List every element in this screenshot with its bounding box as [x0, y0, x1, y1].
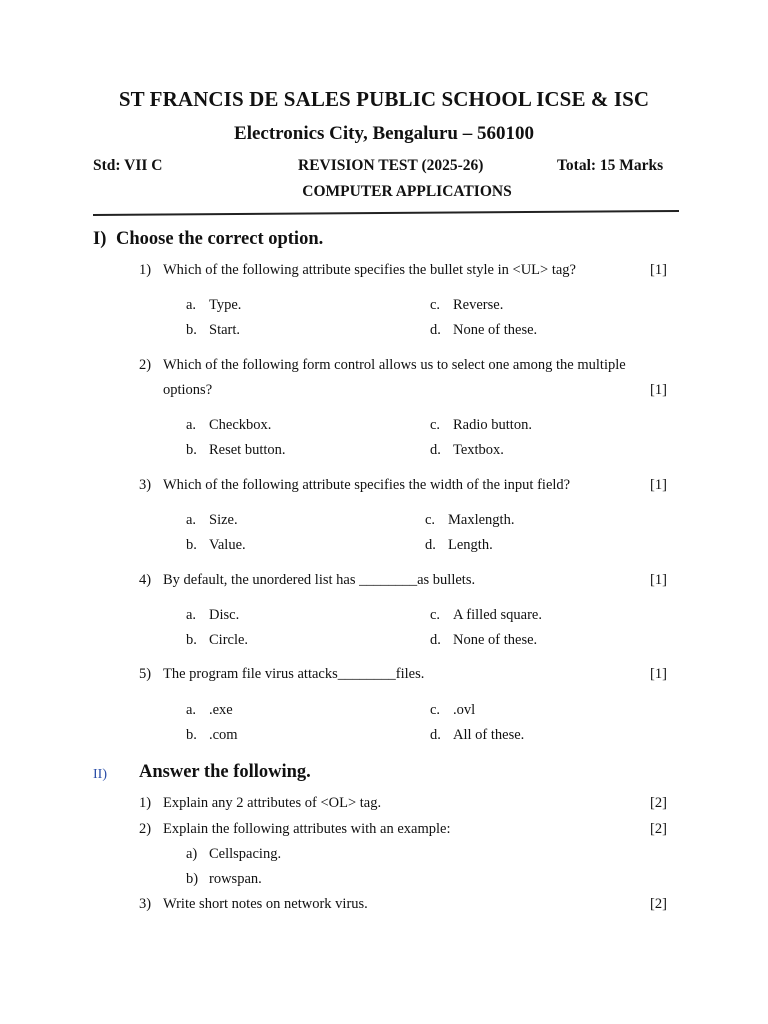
question-text: Explain the following attributes with an example:: [163, 821, 451, 837]
option-letter: c.: [430, 417, 441, 433]
question-text: Explain any 2 attributes of <OL> tag.: [163, 795, 382, 811]
option-letter: b.: [186, 727, 197, 743]
subitem-text: rowspan.: [209, 871, 262, 887]
question-text: Write short notes on network virus.: [163, 896, 368, 912]
question-text: Which of the following attribute specifies the width of the input field?: [163, 477, 571, 493]
option-letter: b.: [186, 322, 197, 338]
option-letter: b.: [186, 632, 197, 648]
question-marks: [1]: [650, 382, 667, 398]
option-letter: a.: [186, 417, 197, 433]
school-address: Electronics City, Bengaluru – 560100: [234, 123, 534, 144]
option-text: Checkbox.: [209, 417, 272, 433]
option-text: Textbox.: [453, 442, 504, 458]
option-letter: c.: [430, 702, 441, 718]
question-number: 1): [139, 795, 152, 811]
test-title: REVISION TEST (2025-26): [298, 157, 484, 174]
option-text: .ovl: [453, 702, 476, 718]
question-number: 2): [139, 821, 152, 837]
option-text: Start.: [209, 322, 241, 338]
section-1-numeral: I): [93, 229, 107, 249]
option-text: A filled square.: [453, 607, 542, 623]
option-letter: a.: [186, 607, 197, 623]
option-text: Value.: [209, 537, 246, 553]
question-number: 3): [139, 896, 152, 912]
question-marks: [1]: [650, 572, 667, 588]
subitem-text: Cellspacing.: [209, 846, 282, 862]
question-marks: [2]: [650, 896, 667, 912]
question-marks: [1]: [650, 262, 667, 278]
question-number: 3): [139, 477, 152, 493]
option-text: Type.: [209, 297, 242, 313]
question-number: 1): [139, 262, 152, 278]
question-marks: [1]: [650, 666, 667, 682]
question-marks: [2]: [650, 821, 667, 837]
option-letter: d.: [430, 727, 441, 743]
option-text: All of these.: [453, 727, 525, 743]
option-letter: d.: [430, 322, 441, 338]
option-text: Maxlength.: [448, 512, 515, 528]
question-text: The program file virus attacks________files.: [163, 666, 425, 682]
section-2-numeral: II): [93, 767, 107, 782]
subitem-letter: a): [186, 846, 198, 862]
total-marks: Total: 15 Marks: [557, 157, 664, 174]
question-marks: [1]: [650, 477, 667, 493]
question-number: 2): [139, 357, 152, 373]
question-number: 5): [139, 666, 152, 682]
option-letter: d.: [430, 442, 441, 458]
option-letter: c.: [430, 297, 441, 313]
header-divider: [93, 207, 679, 219]
option-letter: c.: [430, 607, 441, 623]
section-1-title: Choose the correct option.: [116, 229, 324, 249]
option-text: Radio button.: [453, 417, 532, 433]
option-letter: a.: [186, 702, 197, 718]
option-letter: c.: [425, 512, 436, 528]
option-text: Disc.: [209, 607, 240, 623]
school-name: ST FRANCIS DE SALES PUBLIC SCHOOL ICSE & ISC: [118, 87, 650, 111]
option-text: Reverse.: [453, 297, 504, 313]
standard-label: Std: VII C: [93, 157, 163, 174]
option-letter: a.: [186, 512, 197, 528]
option-text: Length.: [448, 537, 493, 553]
option-letter: b.: [186, 442, 197, 458]
option-text: Circle.: [209, 632, 249, 648]
question-number: 4): [139, 572, 152, 588]
option-letter: a.: [186, 297, 197, 313]
question-text: Which of the following form control allows us to select one among the multiple: [163, 357, 626, 373]
question-marks: [2]: [650, 795, 667, 811]
question-text-continued: options?: [163, 382, 213, 398]
section-2-title: Answer the following.: [139, 762, 311, 782]
option-text: Size.: [209, 512, 238, 528]
option-text: None of these.: [453, 632, 538, 648]
question-text: By default, the unordered list has ________as bullets.: [163, 572, 476, 588]
option-text: Reset button.: [209, 442, 286, 458]
option-text: None of these.: [453, 322, 538, 338]
option-text: .exe: [209, 702, 233, 718]
question-text: Which of the following attribute specifies the bullet style in <UL> tag?: [163, 262, 576, 278]
option-text: .com: [209, 727, 238, 743]
option-letter: d.: [425, 537, 436, 553]
option-letter: b.: [186, 537, 197, 553]
subject-title: COMPUTER APPLICATIONS: [302, 183, 512, 200]
subitem-letter: b): [186, 871, 199, 887]
option-letter: d.: [430, 632, 441, 648]
